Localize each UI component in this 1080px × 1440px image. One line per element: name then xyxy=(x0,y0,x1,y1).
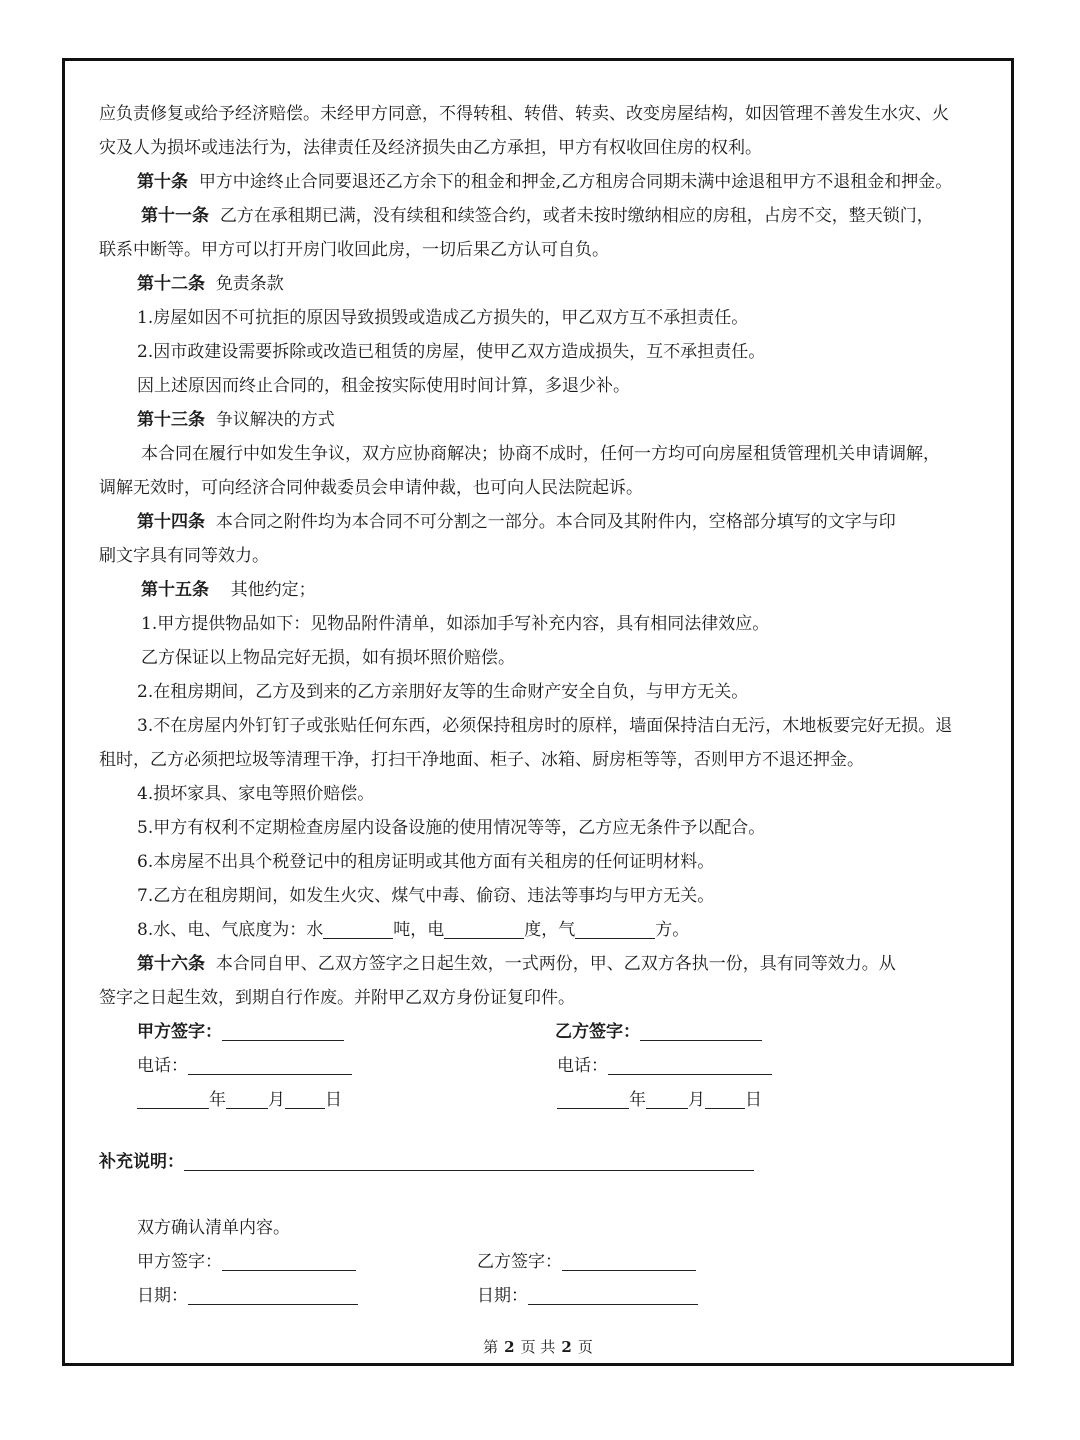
article-title: 第十二条 xyxy=(137,274,205,294)
list-item: 4.损坏家具、家电等照价赔偿。 xyxy=(137,784,375,804)
gas-reading-blank[interactable] xyxy=(575,918,655,939)
article-title: 第十四条 xyxy=(137,512,205,532)
supplement-row xyxy=(99,1145,989,1179)
party-b-phone-blank[interactable] xyxy=(608,1054,772,1075)
confirm-party-a-date xyxy=(137,1279,358,1313)
date-row xyxy=(99,1083,989,1117)
phone-label: 电话： xyxy=(557,1056,608,1076)
article-16 xyxy=(99,947,989,981)
footer-text: 第 xyxy=(483,1338,499,1356)
signature-label: 乙方签字： xyxy=(555,1022,640,1042)
confirm-party-a-signature xyxy=(137,1245,356,1279)
list-item: 7.乙方在租房期间，如发生火灾、煤气中毒、偷窃、违法等事均与甲方无关。 xyxy=(137,886,715,906)
article-14 xyxy=(99,505,989,539)
confirm-signature-row xyxy=(99,1245,989,1279)
confirm-text: 双方确认清单内容。 xyxy=(137,1218,290,1238)
confirm-party-b-date-blank[interactable] xyxy=(528,1284,698,1305)
article-text: 本合同自甲、乙双方签字之日起生效，一式两份，甲、乙双方各执一份，具有同等效力。从 xyxy=(215,954,896,974)
list-item: 2.在租房期间，乙方及到来的乙方亲朋好友等的生命财产安全自负，与甲方无关。 xyxy=(137,682,749,702)
list-item: 1.甲方提供物品如下：见物品附件清单，如添加手写补充内容，具有相同法律效应。 xyxy=(141,614,770,634)
article-text: 其他约定； xyxy=(230,580,316,600)
day-blank[interactable] xyxy=(705,1088,745,1109)
page-footer xyxy=(65,1337,1011,1357)
day-label: 日 xyxy=(745,1090,762,1110)
article-15 xyxy=(99,573,989,607)
party-b-signature xyxy=(555,1015,762,1049)
list-item: 1.房屋如因不可抗拒的原因导致损毁或造成乙方损失的，甲乙双方互不承担责任。 xyxy=(137,308,749,328)
year-blank[interactable] xyxy=(557,1088,629,1109)
supplement-blank[interactable] xyxy=(184,1150,754,1171)
list-item: 因上述原因而终止合同的，租金按实际使用时间计算，多退少补。 xyxy=(137,376,630,396)
footer-text: 页 共 xyxy=(520,1338,556,1356)
list-item: 2.因市政建设需要拆除或改造已租赁的房屋，使甲乙双方造成损失，互不承担责任。 xyxy=(137,342,766,362)
party-a-phone-blank[interactable] xyxy=(188,1054,352,1075)
article-text: 争议解决的方式 xyxy=(215,410,335,430)
phone-label: 电话： xyxy=(137,1056,188,1076)
party-a-signature-blank[interactable] xyxy=(222,1020,344,1041)
contract-body xyxy=(99,97,989,1313)
spacer xyxy=(99,1117,989,1145)
list-item: 6.本房屋不出具个税登记中的租房证明或其他方面有关租房的任何证明材料。 xyxy=(137,852,715,872)
paragraph-line: 签字之日起生效，到期自行作废。并附甲乙双方身份证复印件。 xyxy=(99,988,575,1008)
month-label: 月 xyxy=(268,1090,285,1110)
list-item: 乙方保证以上物品完好无损，如有损坏照价赔偿。 xyxy=(141,648,515,668)
confirm-party-b-blank[interactable] xyxy=(562,1250,696,1271)
utility-label: 8.水、电、气底度为：水 xyxy=(137,920,324,940)
year-label: 年 xyxy=(209,1090,226,1110)
month-blank[interactable] xyxy=(646,1088,688,1109)
confirm-date-row xyxy=(99,1279,989,1313)
month-label: 月 xyxy=(688,1090,705,1110)
signature-label: 甲方签字： xyxy=(137,1022,222,1042)
confirm-party-b-date xyxy=(477,1279,698,1313)
signature-label: 乙方签字： xyxy=(477,1252,562,1272)
date-label: 日期： xyxy=(477,1286,528,1306)
article-text: 免责条款 xyxy=(215,274,284,294)
article-title: 第十六条 xyxy=(137,954,205,974)
water-reading-blank[interactable] xyxy=(323,918,393,939)
footer-text: 页 xyxy=(577,1338,593,1356)
year-label: 年 xyxy=(629,1090,646,1110)
confirm-party-b-signature xyxy=(477,1245,696,1279)
paragraph-line: 本合同在履行中如发生争议，双方应协商解决；协商不成时，任何一方均可向房屋租赁管理机关申请调解， xyxy=(141,444,940,464)
article-title: 第十一条 xyxy=(141,206,209,226)
article-title: 第十条 xyxy=(137,172,188,192)
date-label: 日期： xyxy=(137,1286,188,1306)
article-text: 乙方在承租期已满，没有续租和续签合约，或者未按时缴纳相应的房租，占房不交，整天锁门， xyxy=(219,206,934,226)
article-text: 本合同之附件均为本合同不可分割之一部分。本合同及其附件内，空格部分填写的文字与印 xyxy=(215,512,896,532)
electricity-reading-blank[interactable] xyxy=(444,918,524,939)
paragraph-line: 灾及人为损坏或违法行为，法律责任及经济损失由乙方承担，甲方有权收回住房的权利。 xyxy=(99,138,762,158)
paragraph-line: 调解无效时，可向经济合同仲裁委员会申请仲裁，也可向人民法院起诉。 xyxy=(99,478,643,498)
paragraph-line: 应负责修复或给予经济赔偿。未经甲方同意，不得转租、转借、转卖、改变房屋结构，如因管理不善发生水灾、火 xyxy=(99,104,949,124)
list-item: 3.不在房屋内外钉钉子或张贴任何东西，必须保持租房时的原样，墙面保持洁白无污，木地板要完好无损。退 xyxy=(137,716,953,736)
article-13 xyxy=(99,403,989,437)
article-10 xyxy=(99,165,989,199)
article-text: 甲方中途终止合同要退还乙方余下的租金和押金,乙方租房合同期未满中途退租甲方不退租金和押金。 xyxy=(198,172,953,192)
paragraph-line: 租时，乙方必须把垃圾等清理干净，打扫干净地面、柜子、冰箱、厨房柜等等，否则甲方不退还押金。 xyxy=(99,750,864,770)
article-11 xyxy=(99,199,989,233)
party-a-signature xyxy=(137,1015,344,1049)
day-blank[interactable] xyxy=(285,1088,325,1109)
party-a-date xyxy=(137,1083,342,1117)
utility-label: 度，气 xyxy=(524,920,576,940)
article-title: 第十三条 xyxy=(137,410,205,430)
supplement-label: 补充说明： xyxy=(99,1152,184,1172)
total-pages: 2 xyxy=(561,1338,572,1356)
paragraph-line: 联系中断等。甲方可以打开房门收回此房，一切后果乙方认可自负。 xyxy=(99,240,609,260)
party-b-phone xyxy=(557,1049,772,1083)
day-label: 日 xyxy=(325,1090,342,1110)
signature-label: 甲方签字： xyxy=(137,1252,222,1272)
party-a-phone xyxy=(137,1049,352,1083)
month-blank[interactable] xyxy=(226,1088,268,1109)
utility-label: 吨，电 xyxy=(393,920,445,940)
article-12 xyxy=(99,267,989,301)
page-number: 2 xyxy=(504,1338,515,1356)
spacer xyxy=(99,1179,989,1211)
confirm-party-a-blank[interactable] xyxy=(222,1250,356,1271)
article-title: 第十五条 xyxy=(141,580,209,600)
signature-row xyxy=(99,1015,989,1049)
party-b-date xyxy=(557,1083,762,1117)
party-b-signature-blank[interactable] xyxy=(640,1020,762,1041)
confirm-party-a-date-blank[interactable] xyxy=(188,1284,358,1305)
utility-label: 方。 xyxy=(655,920,690,940)
page-frame xyxy=(62,58,1014,1366)
phone-row xyxy=(99,1049,989,1083)
list-item: 5.甲方有权利不定期检查房屋内设备设施的使用情况等等，乙方应无条件予以配合。 xyxy=(137,818,766,838)
utility-readings xyxy=(99,913,989,947)
paragraph-line: 刷文字具有同等效力。 xyxy=(99,546,269,566)
year-blank[interactable] xyxy=(137,1088,209,1109)
